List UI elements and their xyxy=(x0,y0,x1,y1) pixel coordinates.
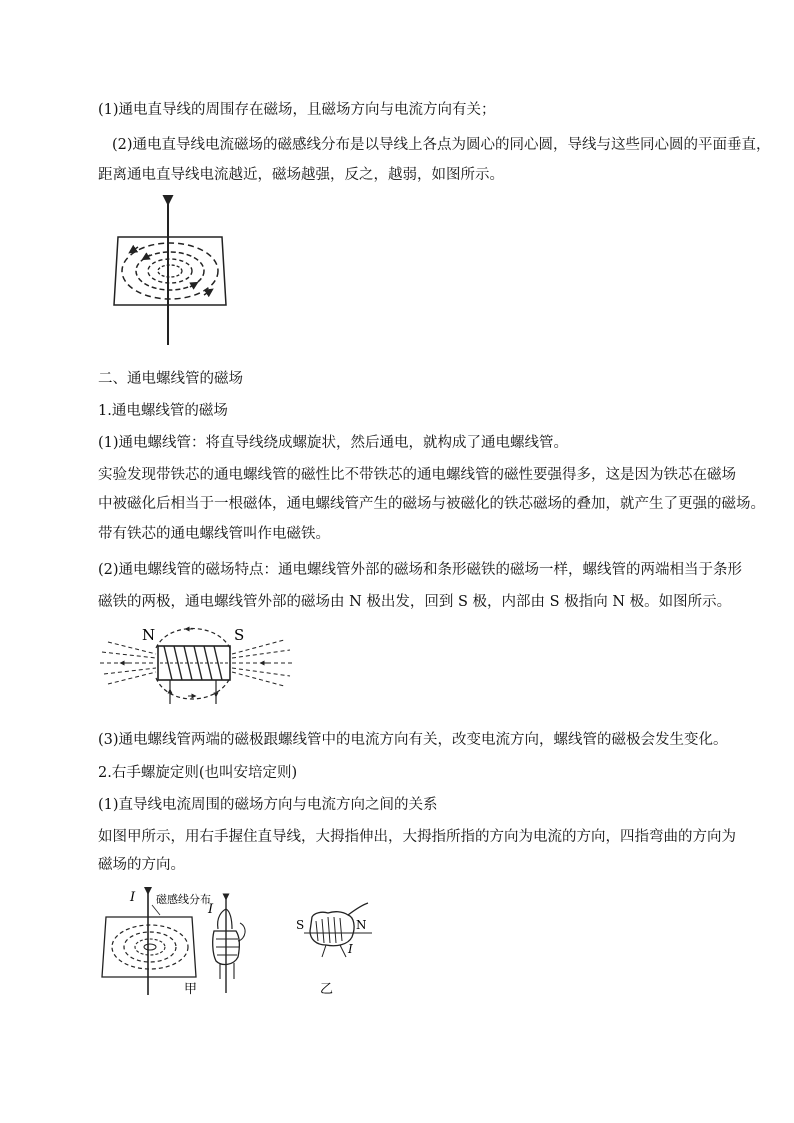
paragraph-6: (3)通电螺线管两端的磁极跟螺线管中的电流方向有关，改变电流方向，螺线管的磁极会发生变化。 xyxy=(98,732,728,748)
paragraph-8a: 如图甲所示，用右手握住直导线，大拇指伸出，大拇指所指的方向为电流的方向，四指弯曲的方向为 xyxy=(98,829,736,845)
current-label-i-3: I xyxy=(348,942,353,956)
south-pole-label-2: S xyxy=(296,918,305,932)
paragraph-8b: 磁场的方向。 xyxy=(98,857,185,873)
right-hand-rule-figure xyxy=(100,883,390,1003)
north-pole-label: N xyxy=(142,626,156,644)
solenoid-field-figure xyxy=(98,618,298,710)
current-label-i: I xyxy=(130,890,136,905)
paragraph-3: (1)通电螺线管：将直导线绕成螺旋状，然后通电，就构成了通电螺线管。 xyxy=(98,435,569,451)
paragraph-1: (1)通电直导线的周围存在磁场，且磁场方向与电流方向有关； xyxy=(98,102,496,118)
subheading-2: 2.右手螺旋定则(也叫安培定则) xyxy=(98,765,298,781)
field-line-caption: 磁感线分布 xyxy=(156,893,211,906)
paragraph-4a: 实验发现带铁芯的通电螺线管的磁性比不带铁芯的通电螺线管的磁性要强得多，这是因为铁芯在磁场 xyxy=(98,467,736,483)
paragraph-5a: (2)通电螺线管的磁场特点：通电螺线管外部的磁场和条形磁铁的磁场一样，螺线管的两端相当于条形 xyxy=(98,562,743,578)
caption-jia: 甲 xyxy=(184,982,198,997)
paragraph-2b: 距离通电直导线电流越近，磁场越强，反之，越弱，如图所示。 xyxy=(98,167,504,183)
subheading-1: 1.通电螺线管的磁场 xyxy=(98,403,228,419)
paragraph-5b: 磁铁的两极，通电螺线管外部的磁场由 N 极出发，回到 S 极，内部由 S 极指向 N 极。如图所示。 xyxy=(98,594,732,610)
paragraph-4c: 带有铁芯的通电螺线管叫作电磁铁。 xyxy=(98,526,330,542)
paragraph-2a: (2)通电直导线电流磁场的磁感线分布是以导线上各点为圆心的同心圆，导线与这些同心圆的平面垂直， xyxy=(112,137,771,153)
south-pole-label: S xyxy=(234,626,245,644)
north-pole-label-2: N xyxy=(356,918,367,932)
paragraph-7: (1)直导线电流周围的磁场方向与电流方向之间的关系 xyxy=(98,797,438,813)
section-heading-2: 二、通电螺线管的磁场 xyxy=(98,371,243,387)
current-label-i-2: I xyxy=(208,902,214,917)
straight-wire-field-figure xyxy=(110,195,230,350)
paragraph-4b: 中被磁化后相当于一根磁体，通电螺线管产生的磁场与被磁化的铁芯磁场的叠加，就产生了更强的磁场。 xyxy=(98,496,765,512)
caption-yi: 乙 xyxy=(320,982,334,997)
